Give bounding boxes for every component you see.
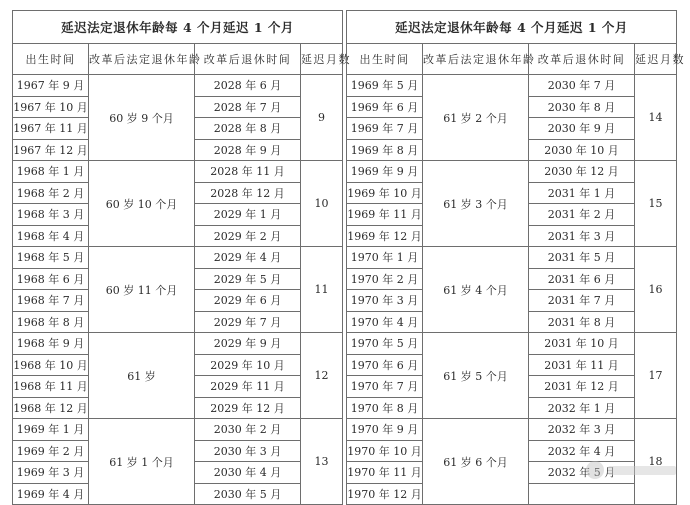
delay-months-cell: 13	[301, 419, 343, 505]
retirement-time-cell: 2028 年 11 月	[195, 161, 301, 183]
birth-time-cell: 1968 年 12 月	[13, 397, 89, 419]
table-row	[347, 161, 677, 183]
retirement-time-cell: 2030 年 5 月	[195, 483, 301, 505]
birth-time-cell: 1969 年 12 月	[347, 225, 423, 247]
delay-months-cell: 16	[635, 247, 677, 333]
retirement-time-cell: 2030 年 7 月	[529, 75, 635, 97]
delay-months-cell: 12	[301, 333, 343, 419]
birth-time-cell: 1967 年 9 月	[13, 75, 89, 97]
retirement-time-cell: 2031 年 8 月	[529, 311, 635, 333]
birth-time-cell: 1970 年 10 月	[347, 440, 423, 462]
retirement-time-cell: 2029 年 12 月	[195, 397, 301, 419]
birth-time-cell: 1968 年 3 月	[13, 204, 89, 226]
retirement-time-cell: 2031 年 3 月	[529, 225, 635, 247]
header-retirement-age: 改革后法定退休年龄	[89, 44, 195, 75]
birth-time-cell: 1970 年 4 月	[347, 311, 423, 333]
table-row	[13, 333, 343, 355]
birth-time-cell: 1968 年 6 月	[13, 268, 89, 290]
birth-time-cell: 1970 年 11 月	[347, 462, 423, 484]
retirement-time-cell: 2030 年 8 月	[529, 96, 635, 118]
retirement-time-cell: 2030 年 9 月	[529, 118, 635, 140]
birth-time-cell: 1968 年 11 月	[13, 376, 89, 398]
birth-time-cell: 1969 年 11 月	[347, 204, 423, 226]
delay-months-cell: 10	[301, 161, 343, 247]
retirement-age-cell: 60 岁 9 个月	[89, 75, 195, 161]
table-row	[347, 333, 677, 355]
birth-time-cell: 1967 年 12 月	[13, 139, 89, 161]
birth-time-cell: 1969 年 9 月	[347, 161, 423, 183]
retirement-time-cell: 2032 年 4 月	[529, 440, 635, 462]
birth-time-cell: 1970 年 6 月	[347, 354, 423, 376]
delay-months-cell: 18	[635, 419, 677, 505]
table-row	[13, 419, 343, 441]
retirement-time-cell: 2028 年 7 月	[195, 96, 301, 118]
watermark-mark	[608, 466, 676, 475]
delay-months-cell: 9	[301, 75, 343, 161]
retirement-time-cell: 2032 年 1 月	[529, 397, 635, 419]
delay-months-cell: 17	[635, 333, 677, 419]
table-title: 延迟法定退休年龄每 4 个月延迟 1 个月	[13, 11, 343, 44]
retirement-time-cell: 2029 年 4 月	[195, 247, 301, 269]
retirement-time-cell: 2030 年 3 月	[195, 440, 301, 462]
retirement-time-cell	[529, 483, 635, 505]
birth-time-cell: 1969 年 5 月	[347, 75, 423, 97]
header-retirement-age: 改革后法定退休年龄	[423, 44, 529, 75]
retirement-table-right	[346, 10, 685, 501]
retirement-age-cell: 60 岁 10 个月	[89, 161, 195, 247]
birth-time-cell: 1968 年 4 月	[13, 225, 89, 247]
header-delay-months: 延迟月数	[635, 44, 677, 75]
birth-time-cell: 1968 年 9 月	[13, 333, 89, 355]
table-row	[347, 247, 677, 269]
retirement-time-cell: 2031 年 7 月	[529, 290, 635, 312]
retirement-age-cell: 61 岁	[89, 333, 195, 419]
retirement-time-cell: 2029 年 11 月	[195, 376, 301, 398]
retirement-age-cell: 61 岁 3 个月	[423, 161, 529, 247]
birth-time-cell: 1969 年 2 月	[13, 440, 89, 462]
retirement-time-cell: 2032 年 5 月	[529, 462, 635, 484]
birth-time-cell: 1969 年 4 月	[13, 483, 89, 505]
header-birth-time: 出生时间	[347, 44, 423, 75]
table-row	[347, 419, 677, 441]
birth-time-cell: 1969 年 6 月	[347, 96, 423, 118]
birth-time-cell: 1969 年 7 月	[347, 118, 423, 140]
birth-time-cell: 1969 年 10 月	[347, 182, 423, 204]
header-retirement-time: 改革后退休时间	[195, 44, 301, 75]
retirement-time-cell: 2029 年 6 月	[195, 290, 301, 312]
watermark-icon	[586, 461, 604, 479]
retirement-age-cell: 61 岁 6 个月	[423, 419, 529, 505]
delay-months-cell: 11	[301, 247, 343, 333]
birth-time-cell: 1970 年 2 月	[347, 268, 423, 290]
table-row	[13, 247, 343, 269]
retirement-time-cell: 2029 年 2 月	[195, 225, 301, 247]
retirement-time-cell: 2028 年 6 月	[195, 75, 301, 97]
retirement-age-cell: 61 岁 1 个月	[89, 419, 195, 505]
header-birth-time: 出生时间	[13, 44, 89, 75]
retirement-time-cell: 2032 年 3 月	[529, 419, 635, 441]
retirement-time-cell: 2030 年 4 月	[195, 462, 301, 484]
header-retirement-time: 改革后退休时间	[529, 44, 635, 75]
birth-time-cell: 1969 年 3 月	[13, 462, 89, 484]
retirement-time-cell: 2029 年 1 月	[195, 204, 301, 226]
retirement-time-cell: 2029 年 9 月	[195, 333, 301, 355]
retirement-time-cell: 2028 年 8 月	[195, 118, 301, 140]
birth-time-cell: 1968 年 2 月	[13, 182, 89, 204]
birth-time-cell: 1970 年 5 月	[347, 333, 423, 355]
birth-time-cell: 1970 年 1 月	[347, 247, 423, 269]
retirement-table	[12, 10, 351, 505]
retirement-time-cell: 2031 年 1 月	[529, 182, 635, 204]
birth-time-cell: 1968 年 1 月	[13, 161, 89, 183]
birth-time-cell: 1970 年 8 月	[347, 397, 423, 419]
header-delay-months: 延迟月数	[301, 44, 343, 75]
retirement-time-cell: 2028 年 9 月	[195, 139, 301, 161]
retirement-time-cell: 2028 年 12 月	[195, 182, 301, 204]
birth-time-cell: 1969 年 8 月	[347, 139, 423, 161]
birth-time-cell: 1968 年 10 月	[13, 354, 89, 376]
retirement-table-left	[12, 10, 351, 501]
watermark-logo	[580, 460, 676, 480]
birth-time-cell: 1969 年 1 月	[13, 419, 89, 441]
table-row	[13, 75, 343, 97]
retirement-age-cell: 61 岁 2 个月	[423, 75, 529, 161]
retirement-time-cell: 2031 年 12 月	[529, 376, 635, 398]
retirement-time-cell: 2029 年 7 月	[195, 311, 301, 333]
birth-time-cell: 1967 年 11 月	[13, 118, 89, 140]
birth-time-cell: 1968 年 8 月	[13, 311, 89, 333]
retirement-time-cell: 2029 年 5 月	[195, 268, 301, 290]
birth-time-cell: 1970 年 12 月	[347, 483, 423, 505]
birth-time-cell: 1967 年 10 月	[13, 96, 89, 118]
retirement-time-cell: 2031 年 2 月	[529, 204, 635, 226]
retirement-time-cell: 2031 年 5 月	[529, 247, 635, 269]
birth-time-cell: 1970 年 3 月	[347, 290, 423, 312]
delay-months-cell: 15	[635, 161, 677, 247]
retirement-time-cell: 2030 年 10 月	[529, 139, 635, 161]
birth-time-cell: 1970 年 9 月	[347, 419, 423, 441]
delay-months-cell: 14	[635, 75, 677, 161]
table-title: 延迟法定退休年龄每 4 个月延迟 1 个月	[347, 11, 677, 44]
birth-time-cell: 1970 年 7 月	[347, 376, 423, 398]
retirement-age-cell: 61 岁 5 个月	[423, 333, 529, 419]
retirement-age-cell: 61 岁 4 个月	[423, 247, 529, 333]
table-row	[347, 75, 677, 97]
retirement-table	[346, 10, 685, 505]
birth-time-cell: 1968 年 5 月	[13, 247, 89, 269]
retirement-time-cell: 2031 年 6 月	[529, 268, 635, 290]
table-row	[13, 161, 343, 183]
birth-time-cell: 1968 年 7 月	[13, 290, 89, 312]
retirement-time-cell: 2030 年 2 月	[195, 419, 301, 441]
retirement-time-cell: 2030 年 12 月	[529, 161, 635, 183]
retirement-time-cell: 2031 年 10 月	[529, 333, 635, 355]
retirement-time-cell: 2031 年 11 月	[529, 354, 635, 376]
retirement-age-cell: 60 岁 11 个月	[89, 247, 195, 333]
retirement-time-cell: 2029 年 10 月	[195, 354, 301, 376]
